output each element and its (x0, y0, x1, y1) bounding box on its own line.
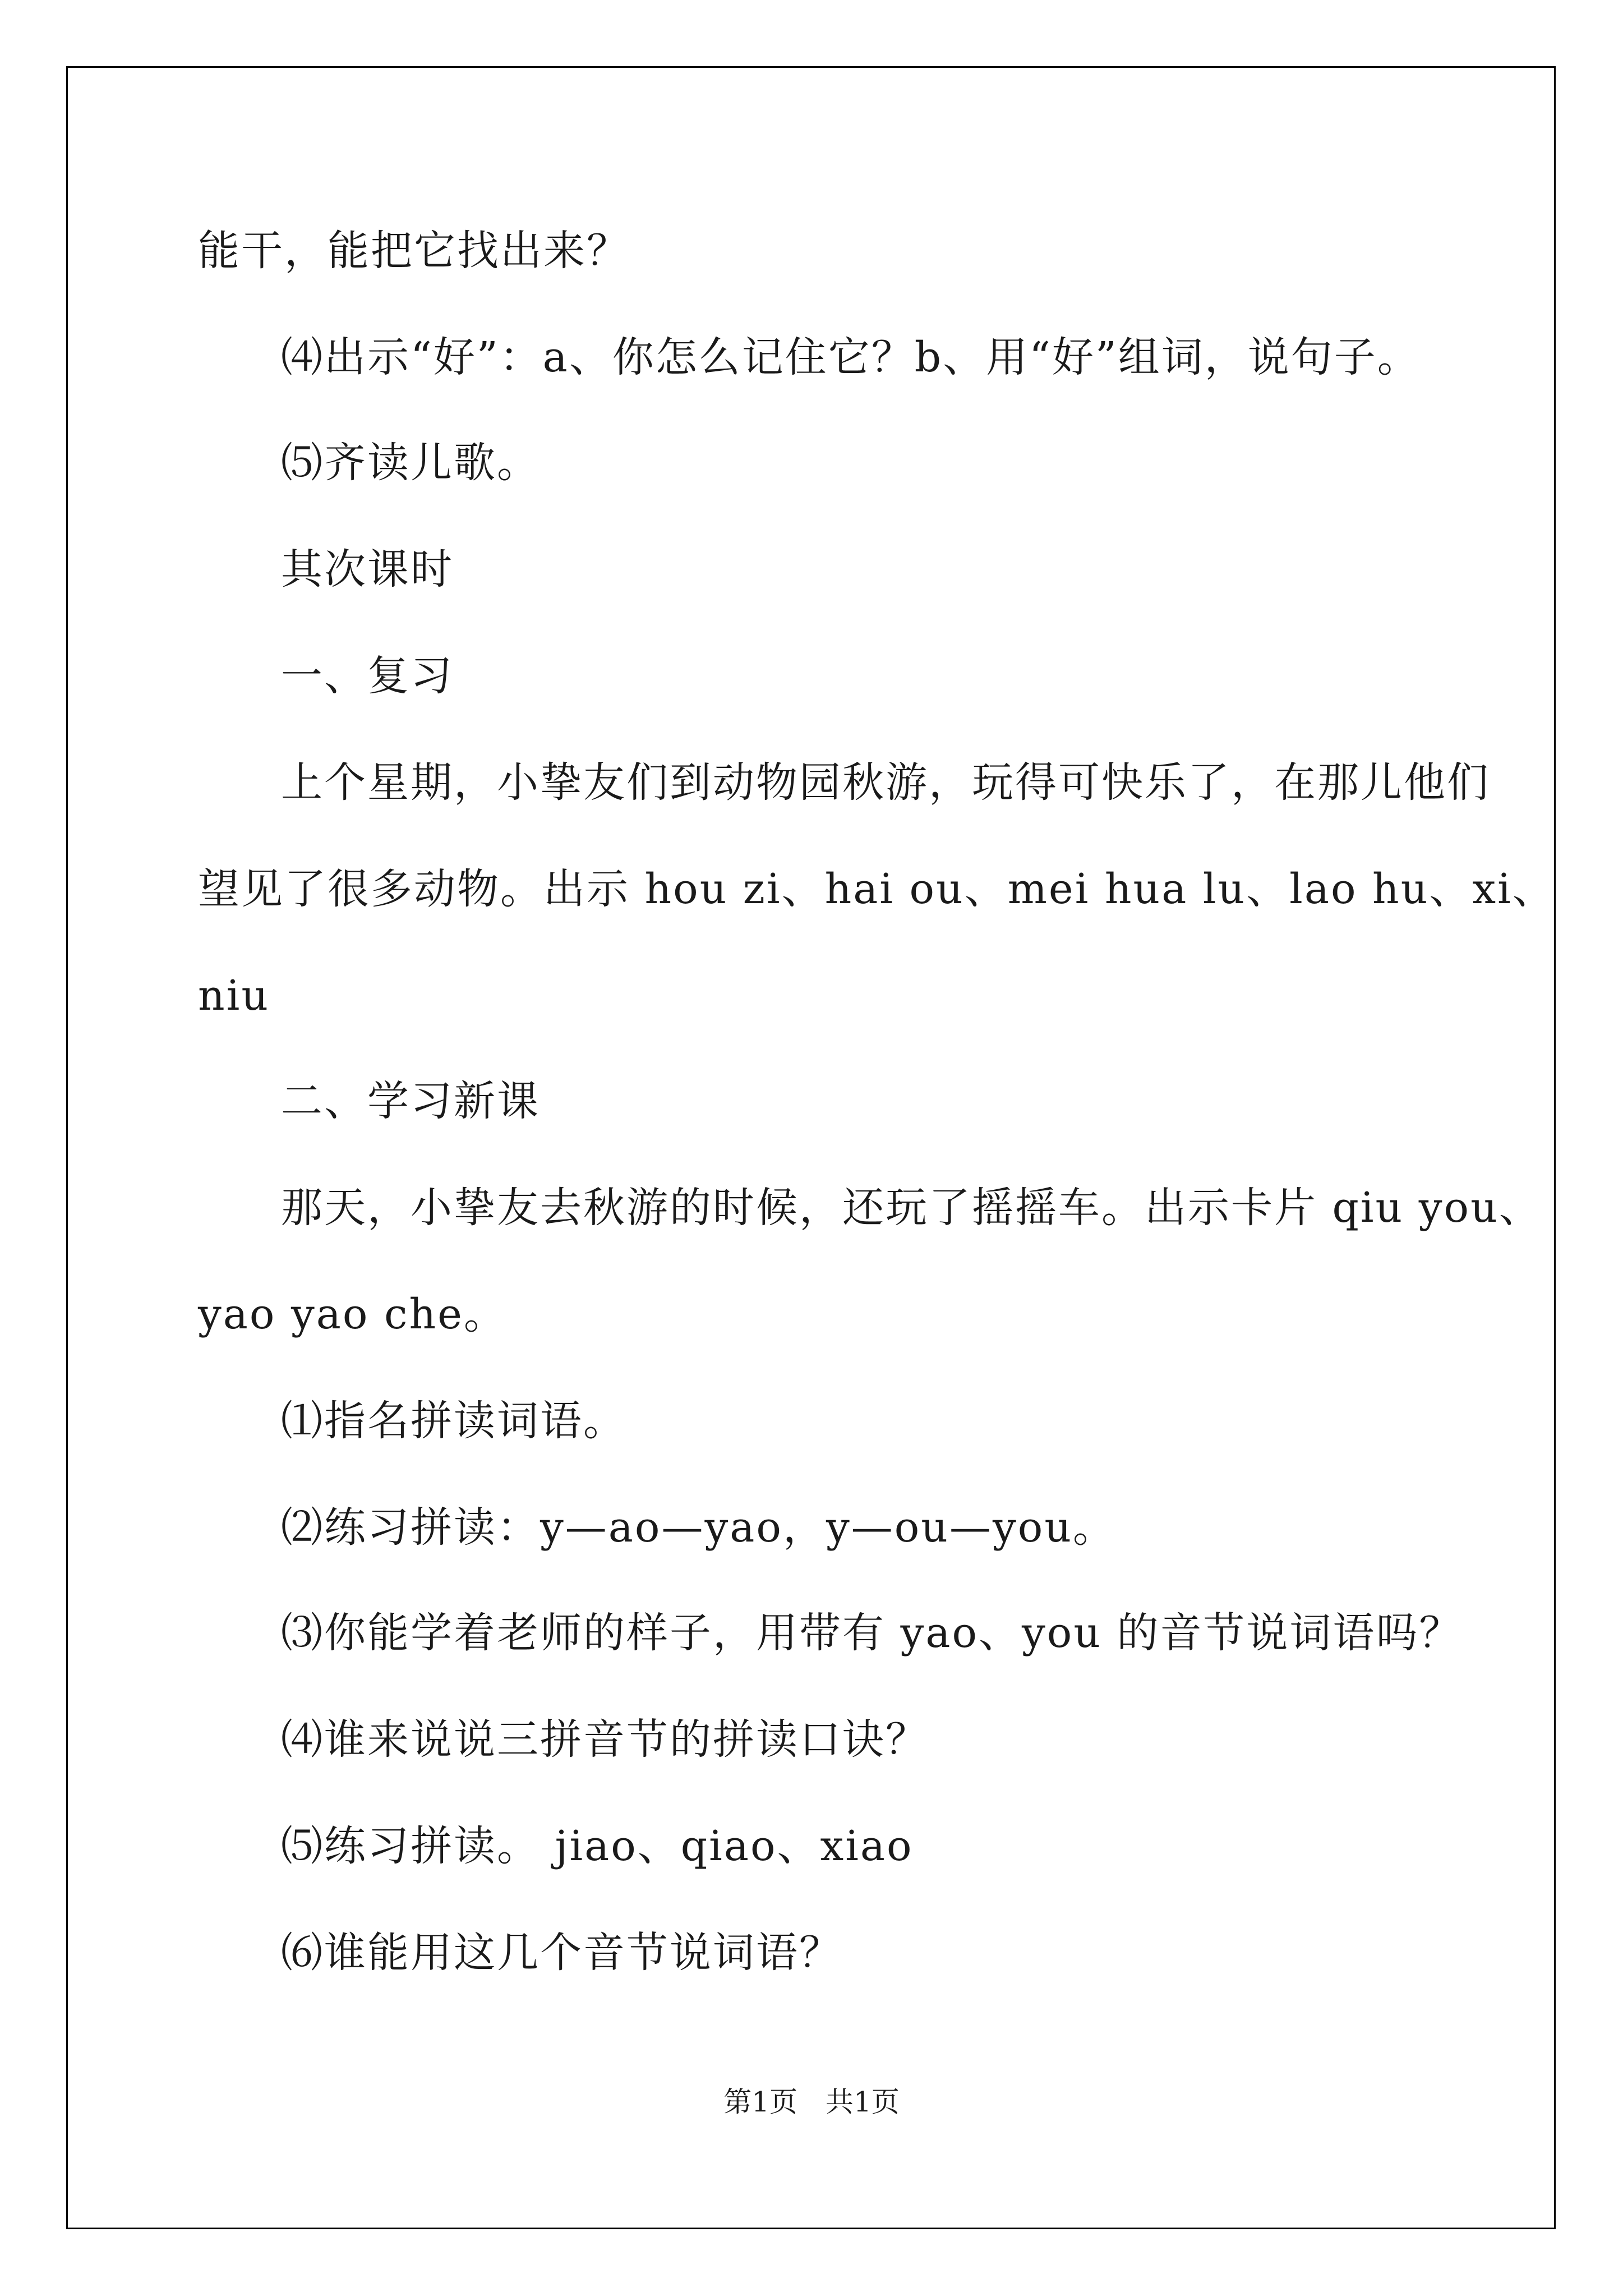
text-line: 上个星期，小挚友们到动物园秋游，玩得可快乐了，在那儿他们 (281, 758, 1490, 807)
text-line: ⑹谁能用这几个音节说词语？ (281, 1929, 842, 1977)
section-heading: 其次课时 (281, 545, 454, 593)
text-line: 能干，能把它找出来？ (198, 227, 630, 275)
text-line: ⑴指名拼读词语。 (281, 1397, 626, 1445)
text-line: ⑵练习拼读：y—ao—yao，y—ou—you。 (281, 1503, 1116, 1552)
text-line: niu (198, 972, 270, 1020)
section-heading: 一、复习 (281, 652, 454, 700)
text-line: yao yao che。 (198, 1290, 507, 1338)
section-heading: 二、学习新课 (281, 1077, 540, 1125)
text-line: ⑸练习拼读。 jiao、qiao、xiao (281, 1822, 914, 1870)
page-footer: 第1页 共1页 (723, 2086, 900, 2118)
text-line: ⑶你能学着老师的样子，用带有 yao、you 的音节说词语吗？ (281, 1609, 1463, 1657)
text-line: ⑷出示“好”：a、你怎么记住它？b、用“好”组词，说句子。 (281, 333, 1421, 381)
text-line: 望见了很多动物。出示 hou zi、hai ou、mei hua lu、lao hu、xi、 (198, 865, 1556, 913)
page-border (66, 66, 1556, 2229)
text-line: ⑷谁来说说三拼音节的拼读口诀？ (281, 1715, 929, 1764)
text-line: 那天，小挚友去秋游的时候，还玩了摇摇车。出示卡片 qiu you、 (281, 1184, 1542, 1232)
text-line: ⑸齐读儿歌。 (281, 439, 540, 487)
